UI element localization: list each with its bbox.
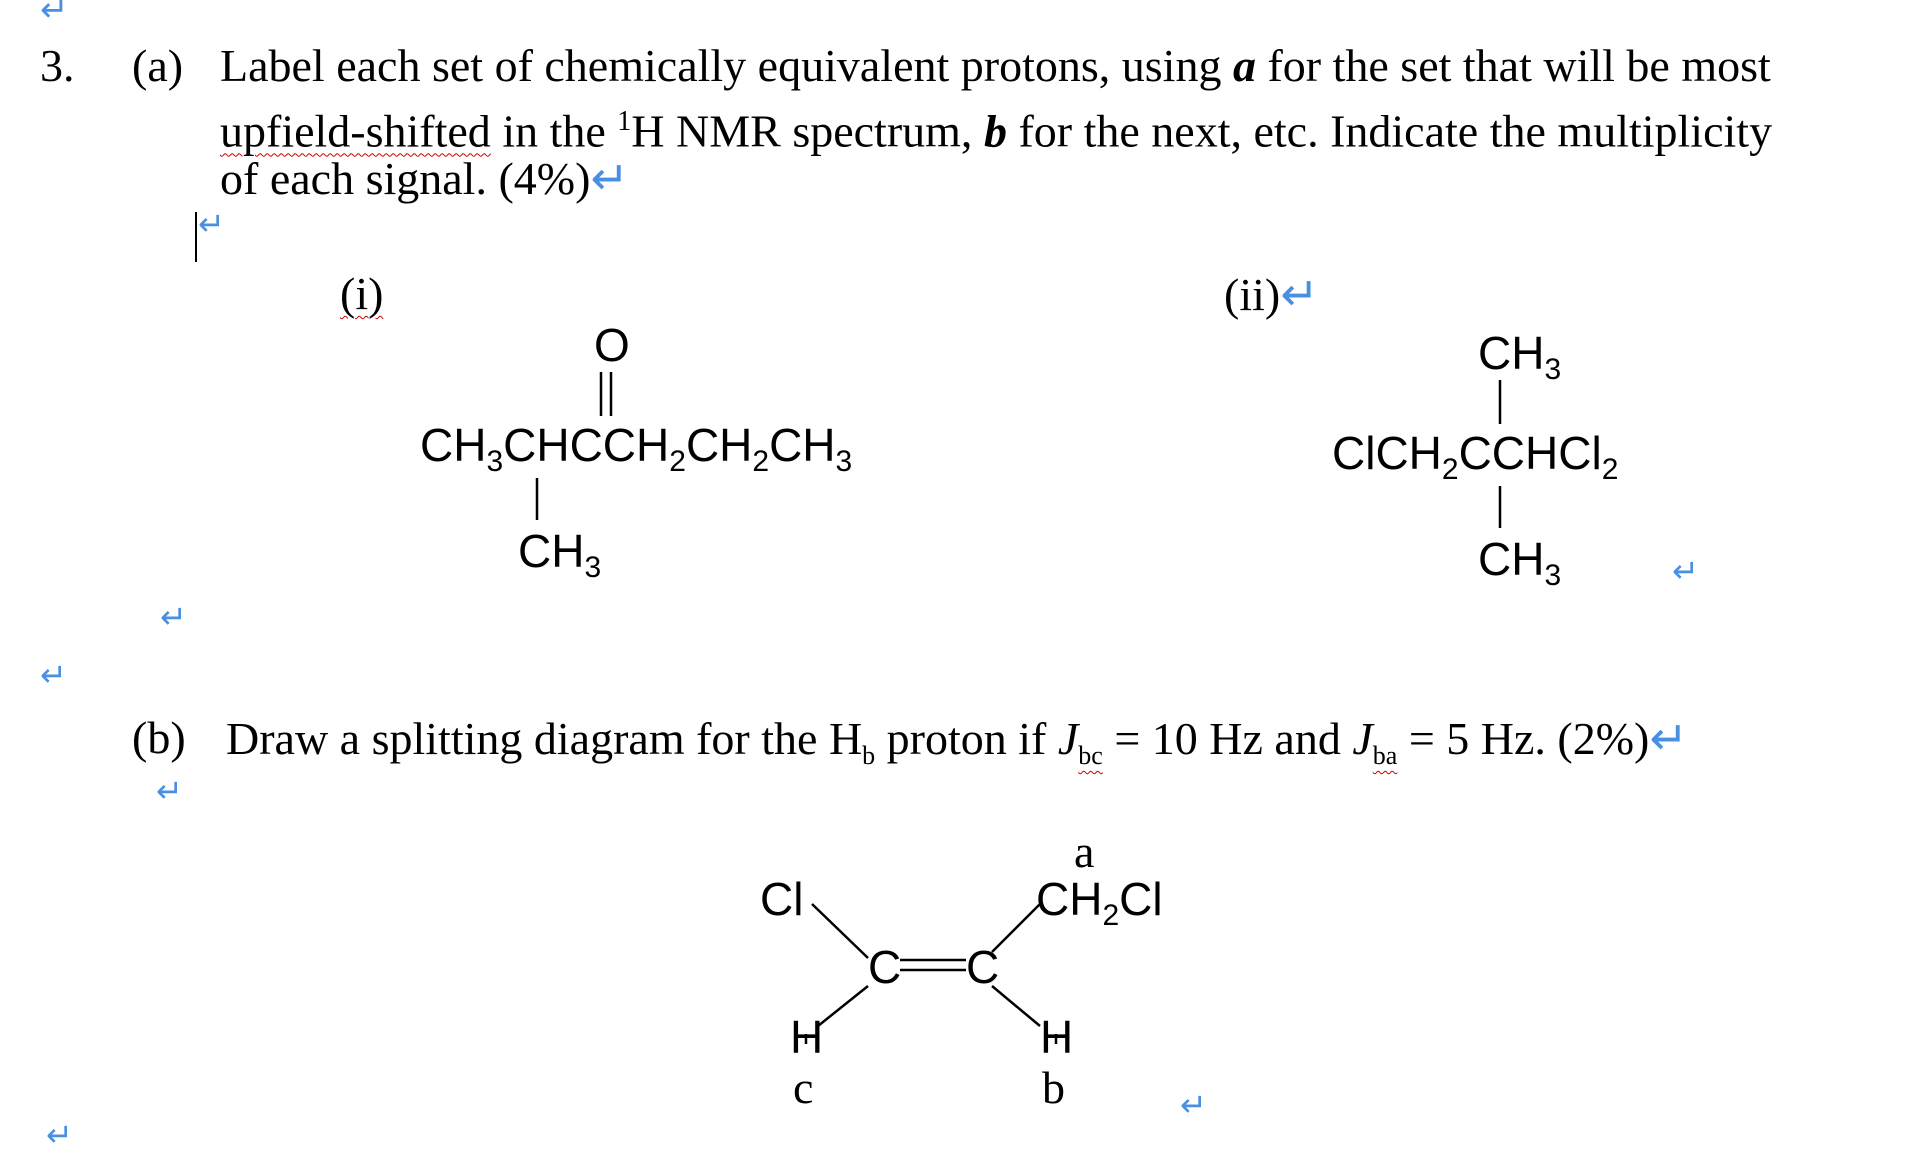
structure-ii-label: (ii)↵: [1224, 267, 1319, 321]
structure-b-h-right: H: [1040, 1011, 1074, 1063]
structure-b-label-a: a: [1074, 826, 1095, 877]
question-number: 3.: [40, 40, 75, 91]
part-b-label: (b): [132, 712, 186, 763]
structure-b-label-b: b: [1042, 1062, 1065, 1113]
structure-ii-bottom: $CH_3$: [1478, 533, 1562, 592]
part-a-line-3: of each signal. (4%)↵: [220, 151, 629, 205]
structure-ii-chain: ClCH$_2$CCHCl$_2$: [1332, 427, 1619, 486]
structure-b-carbon-2: C: [966, 941, 1000, 993]
structure-b-h-left: H: [790, 1011, 824, 1063]
structure-b-cl: Cl: [760, 873, 804, 925]
paragraph-mark-icon: ↵: [590, 151, 629, 205]
part-a-line-1: Label each set of chemically equivalent protons, using a for the set that will be most: [220, 40, 1771, 91]
paragraph-mark-icon: ↵: [1649, 711, 1688, 765]
paragraph-mark-icon: ↵: [1672, 552, 1699, 590]
part-a-label: (a): [132, 40, 184, 91]
structure-b-carbon-1: C: [868, 941, 902, 993]
structure-i-branch: $CH_3$: [518, 525, 602, 584]
letter-a: a: [1232, 40, 1256, 91]
structure-ii-top: $CH_3$: [1478, 327, 1562, 386]
structure-i-label: (i): [340, 268, 384, 319]
paragraph-mark-icon: ↵: [198, 205, 225, 243]
part-b-text: Draw a splitting diagram for the $H_b$ proton if $J_{bc} = 10$ Hz and $J_{ba} = 5$ Hz. (2%)↵: [226, 711, 1688, 771]
structure-b-label-c: c: [793, 1062, 814, 1113]
structure-b-ch2cl: $CH_2Cl$: [1036, 873, 1163, 932]
paragraph-mark-icon: ↵: [156, 772, 183, 810]
paragraph-mark-icon: ↵: [160, 598, 187, 636]
part-a-line-2: upfield-shifted in the $^1$H NMR spectrum, b for the next, etc. Indicate the multiplicity: [220, 105, 1773, 157]
structure-i-chain: $CH_3CHCCH_2CH_2CH_3$: [420, 419, 853, 478]
paragraph-mark-icon: ↵: [1180, 1086, 1207, 1124]
paragraph-mark-icon: ↵: [46, 1116, 73, 1154]
structure-i-oxygen: O: [594, 319, 630, 371]
letter-b: b: [983, 105, 1007, 157]
paragraph-mark-icon: ↵: [40, 0, 69, 30]
paragraph-mark-icon: ↵: [1280, 267, 1319, 321]
paragraph-mark-icon: ↵: [40, 656, 67, 694]
